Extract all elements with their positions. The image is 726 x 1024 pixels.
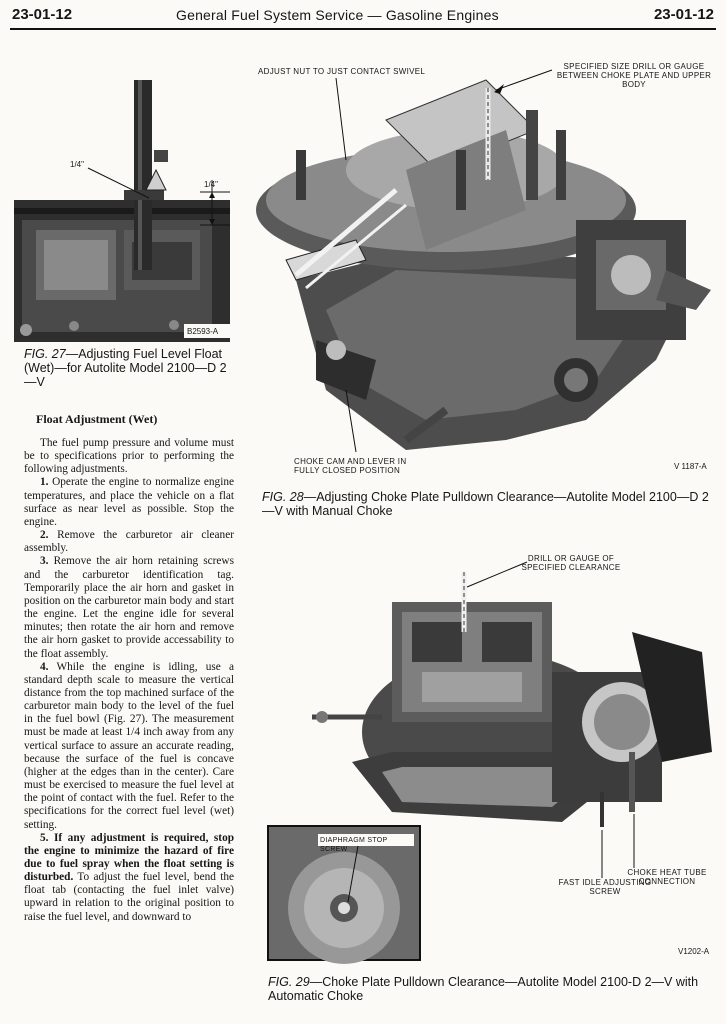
- page-number-left: 23-01-12: [12, 6, 73, 23]
- step-4-number: 4.: [40, 660, 49, 673]
- fig27-id: B2593-A: [187, 327, 219, 336]
- step-2-number: 2.: [40, 529, 49, 542]
- step-1: [24, 476, 234, 529]
- float-depth-gauge-illustration: [14, 80, 230, 342]
- fig29-callout-heat-tube: CHOKE HEAT TUBE CONNECTION: [627, 868, 707, 886]
- step-5-number: 5.: [40, 831, 49, 844]
- fig29-caption-text: —Choke Plate Pulldown Clearance—Autolite Model 2100-D 2—V with Automatic Choke: [268, 975, 699, 1003]
- running-title: General Fuel System Service — Gasoline Engines: [176, 7, 499, 23]
- fig29-caption: [268, 975, 714, 1003]
- body-text: [24, 437, 234, 924]
- carburetor-automatic-choke-illustration: [262, 552, 718, 964]
- fig29-id: V1202-A: [678, 947, 710, 956]
- step-3-text: Remove the air horn retaining screws and the carburetor identification tag. Temporarily place the air horn and gasket in position on the carburetor main body and start the engine. Let the engine idle for several minutes; then rotate the air horn and remove the air horn gasket to provide accessability to the float assembly.: [24, 555, 234, 660]
- intro-paragraph: The fuel pump pressure and volume must be to specifications prior to performing the following adjustments.: [24, 437, 234, 476]
- step-5-text: To adjust the fuel level, bend the float tab (contacting the fuel inlet valve) upward in relation to the original position to raise the fuel level, and downward to: [24, 871, 234, 923]
- step-4-text: While the engine is idling, use a standard depth scale to measure the vertical distance from the top machined surface of the carburetor main body to the level of the fuel in the fuel bowl (Fig. 27). The measurement must be made at least 1/4 inch away from any vertical surface to assure an accurate reading, because the surface of the fuel is concave (higher at the edges than in the center). Care must be exercised to measure the fuel level at the point of contact with the fuel. Refer to the specifications for the correct fuel level (wet) setting.: [24, 660, 234, 831]
- page-number-right: 23-01-12: [653, 6, 714, 23]
- fig28-callout-choke-cam: CHOKE CAM AND LEVER IN FULLY CLOSED POSITION: [294, 457, 407, 475]
- step-5-warning: If any adjustment is required, stop the engine to minimize the hazard of fire due to fuel spray when the float setting is disturbed.: [24, 831, 234, 884]
- step-1-text: Operate the engine to normalize engine temperatures, and place the vehicle on a flat surface as near level as possible. Stop the engine.: [24, 476, 234, 528]
- fig28-callout-specified-size: SPECIFIED SIZE DRILL OR GAUGE BETWEEN CHOKE PLATE AND UPPER BODY: [556, 62, 712, 89]
- fig28-caption: [262, 490, 718, 518]
- step-2-text: Remove the carburetor air cleaner assembly.: [24, 529, 234, 555]
- step-4: [24, 661, 234, 832]
- step-3-number: 3.: [40, 555, 49, 568]
- step-1-number: 1.: [40, 476, 49, 489]
- fig28-caption-label: FIG. 28: [262, 490, 304, 504]
- fig29-caption-label: FIG. 29: [268, 975, 310, 989]
- fig29-photo: [262, 552, 718, 964]
- step-5: [24, 832, 234, 924]
- header-rule: [10, 28, 716, 30]
- fig27-caption-text: —Adjusting Fuel Level Float (Wet)—for Autolite Model 2100—D 2—V: [24, 347, 227, 389]
- fig27-caption-label: FIG. 27: [24, 347, 66, 361]
- fig28-callout-adjust-nut: ADJUST NUT TO JUST CONTACT SWIVEL: [258, 67, 426, 76]
- fig28-caption-text: —Adjusting Choke Plate Pulldown Clearance—Autolite Model 2100—D 2—V with Manual Choke: [262, 490, 709, 518]
- step-2: [24, 529, 234, 555]
- carburetor-manual-choke-illustration: [256, 60, 716, 480]
- fig27-dimension-label-b: 1/4": [204, 180, 218, 189]
- fig28-photo: [256, 60, 716, 480]
- fig28-id: V 1187-A: [674, 462, 707, 471]
- fig29-callout-drill: DRILL OR GAUGE OF SPECIFIED CLEARANCE: [521, 554, 621, 572]
- section-heading: Float Adjustment (Wet): [36, 412, 158, 426]
- fig27-caption: [24, 347, 232, 389]
- fig29-callout-diaphragm: DIAPHRAGM STOP SCREW: [320, 837, 388, 853]
- fig27-photo: [14, 80, 230, 342]
- fig29-callout-fast-idle: FAST IDLE ADJUSTING SCREW: [558, 878, 652, 896]
- step-3: [24, 555, 234, 660]
- fig27-dimension-label-a: 1/4": [70, 160, 84, 169]
